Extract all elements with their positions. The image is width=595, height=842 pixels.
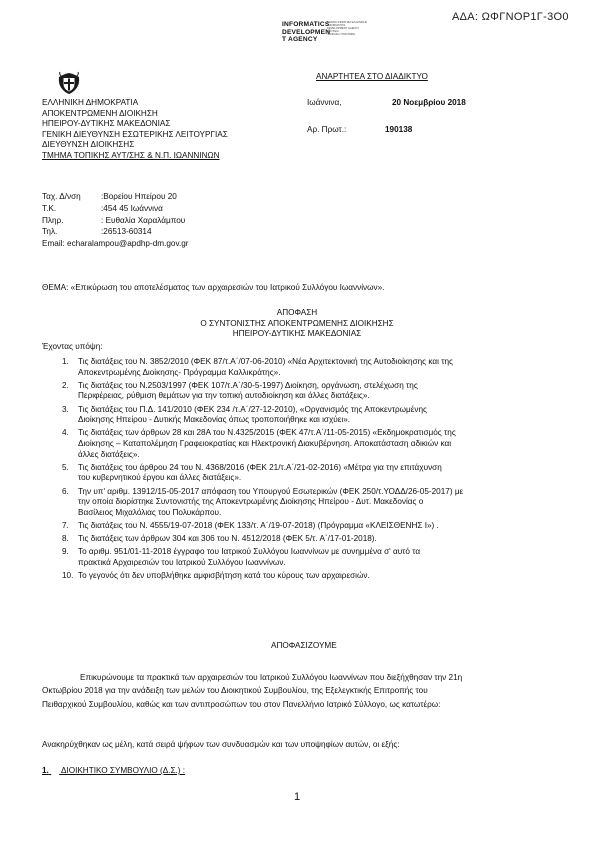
place-label: Ιωάννινα, [307,98,342,107]
section-heading [42,766,185,777]
body-line: Πειθαρχικού Συμβουλίου, καθώς και των αντιπροσώπων του στον Πανελλήνιο Ιατρικό Σύλλογο, ως κατωτέρω: [42,699,441,709]
ida-small-line: INFORMATICS [327,24,346,28]
contact-value: : Ευθαλία Χαραλάμπου [101,215,186,225]
section-number: 1. [42,766,49,775]
contact-row [42,227,189,239]
list-item: 2. Τις διατάξεις του Ν.2503/1997 (ΦΕΚ 107/τ.Α΄/30-5-1997) Διοίκηση, οργάνωση, στελέχωση της Περιφέρειας, ρύθμιση θεμάτων για την τοπική αυτοδιοίκηση και άλλες διατάξεις». [62,380,418,401]
coat-of-arms-icon [56,70,82,96]
body-line: Επικυρώνουμε τα πρακτικά των αρχαιρεσιών του Ιατρικού Συλλόγου Ιωαννίνων που διεξήχθησαν την 21η [80,673,463,682]
page-number: 1 [294,791,301,803]
contact-value: :454 45 Ιωάννινα [101,203,163,213]
decision-title: ΑΠΟΦΑΣΗ [276,308,318,317]
org-line: ΔΙΕΥΘΥΝΣΗ ΔΙΟΙΚΗΣΗΣ [42,140,135,149]
list-item: 3. Τις διατάξεις του Π.Δ. 141/2010 (ΦΕΚ 234 /τ.Α΄/27-12-2010), «Οργανισμός της Αποκεντρωμένης Διοίκησης Ηπείρου - Δυτικής Μακεδονίας όπως τροποποιήθηκε και ισχύει». [62,404,427,425]
list-item: 1. Τις διατάξεις του Ν. 3852/2010 (ΦΕΚ 87/τ.Α΄/07-06-2010) «Νέα Αρχιτεκτονική της Αυτοδιοίκησης και της Αποκεντρωμένης Διοίκησης- Πρόγραμμα Καλλικράτης». [62,357,453,377]
contact-block [42,192,189,250]
list-item: 6. Την υπ' αριθμ. 13912/15-05-2017 απόφαση του Υπουργού Εσωτερικών (ΦΕΚ 250/τ.ΥΟΔΔ/26-05-2017) με την οποία διορίστηκε Συντονιστής της Αποκεντρωμένης Διοίκησης Ηπείρου - Δυτ. Μακεδονίας ο Βασίλειος Μιχαλόλιας του Πολυκάρπου. [62,486,464,517]
department-line: ΤΜΗΜΑ ΤΟΠΙΚΗΣ ΑΥΤ/ΣΗΣ & Ν.Π. ΙΩΑΝΝΙΝΩΝ [42,150,220,160]
ida-brand-line: DEVELOPMEN [282,28,331,36]
list-item: 5. Τις διατάξεις του άρθρου 24 του Ν. 4368/2016 (ΦΕΚ 21/τ.Α΄/21-02-2016) «Μέτρα για την επιτάχυνση του κυβερνητικού έργου και άλλες διατάξεις». [62,462,442,483]
ida-small-line: ΕΘΝΙΚΗ ΣΦΡΑΓΙΔΑ ΕΛΛΗΝΙΚΗΣ [327,21,368,24]
considerations-list [55,357,525,582]
contact-label: Ταχ. Δ/νση [42,192,81,201]
list-item: 9. Το αριθμ. 951/01-11-2018 έγγραφο του Ιατρικού Συλλόγου Ιωαννίνων με συνημμένα σ' αυτό τα πρακτικά Αρχαιρεσιών του Ιατρικού Συλλόγου Ιωαννίνων. [62,547,421,567]
org-line: ΓΕΝΙΚΗ ΔΙΕΥΘΥΝΣΗ ΕΣΩΤΕΡΙΚΗΣ ΛΕΙΤΟΥΡΓΙΑΣ [42,129,228,139]
ida-small-line: ΨΗΦΙΑΚΗ ΥΠΟΓΡΑΦΗ [327,33,355,37]
ada-code: ΑΔΑ: ΩΦΓΝΟΡ1Γ-3Ο0 [452,11,569,23]
posted-online-label: ΑΝΑΡΤΗΤΕΑ ΣΤΟ ΔΙΑΔΙΚΤΥΟ [316,72,428,81]
contact-value: :Βορείου Ηπείρου 20 [101,192,177,201]
ida-brand-line: T AGENCY [282,36,318,44]
section-title: ΔΙΟΙΚΗΤΙΚΟ ΣΥΜΒΟΥΛΙΟ (Δ.Σ.) : [60,766,186,775]
contact-label: Πληρ. [42,215,64,225]
organization-block [42,98,228,161]
body-line: Οκτωβρίου 2018 για την ανάδειξη των μελών του Διοικητικού Συμβουλίου, της Εξελεγκτικής Επιτροπής του [42,686,428,696]
email-line: Email: echaralampou@apdhp-dm.gov.gr [42,239,189,249]
decision-authority-region: ΗΠΕΙΡΟΥ-ΔΥΤΙΚΗΣ ΜΑΚΕΔΟΝΙΑΣ [232,329,362,338]
elected-line: Ανακηρύχθηκαν ως μέλη, κατά σειρά ψήφων των συνδυασμών και των υποψηφίων αυτών, οι εξής: [42,740,400,749]
ida-brand-line: INFORMATICS [282,21,330,28]
protocol-label: Αρ. Πρωτ.: [307,125,347,134]
contact-row [42,216,189,228]
document-date: 20 Νοεμβρίου 2018 [392,98,466,107]
having-regard-label: Έχοντας υπόψη: [42,342,103,351]
body-paragraph [42,671,552,711]
decide-heading: ΑΠΟΦΑΣΙΖΟΥΜΕ [271,641,337,650]
list-item: 7. Τις διατάξεις του Ν. 4555/19-07-2018 (ΦΕΚ 133/τ. Α΄/19-07-2018) (Πρόγραμμα «ΚΛΕΙΣΘΕΝΗΣ Ι») . [62,520,439,530]
contact-row [42,192,189,204]
ida-logo-small-text [327,21,367,36]
ida-small-line: DEVELOPMENT AGENCY [327,27,360,31]
decision-authority: Ο ΣΥΝΤΟΝΙΣΤΗΣ ΑΠΟΚΕΝΤΡΩΜΕΝΗΣ ΔΙΟΙΚΗΣΗΣ [200,318,394,328]
contact-row [42,204,189,216]
org-line: ΑΠΟΚΕΝΤΡΩΜΕΝΗ ΔΙΟΙΚΗΣΗ [42,108,158,118]
list-item: 8. Τις διατάξεις των άρθρων 304 και 306 του Ν. 4512/2018 (ΦΕΚ 5/τ. Α΄/17-01-2018). [62,534,377,544]
org-line: ΗΠΕΙΡΟΥ-ΔΥΤΙΚΗΣ ΜΑΚΕΔΟΝΙΑΣ [42,119,171,128]
ida-small-line: ΔΙΑΥΓΕΙΑ [327,30,339,34]
contact-label: Τ.Κ. [42,203,57,213]
contact-label: Τηλ. [42,227,58,237]
list-item: 4. Τις διατάξεις των άρθρων 28 και 28Α του Ν.4325/2015 (ΦΕΚ 47/τ.Α΄/11-05-2015) «Εκδημοκρατισμός της Διοίκησης – Καταπολέμηση Γραφειοκρατίας και Ηλεκτρονική Διακυβέρνηση. Αποκατάσταση αδικιών και άλλες διατάξεις». [62,428,456,459]
list-item: 10. Το γεγονός ότι δεν υποβλήθηκε αμφισβήτηση κατά του κύρους των αρχαιρεσιών. [62,571,370,581]
org-line: ΕΛΛΗΝΙΚΗ ΔΗΜΟΚΡΑΤΙΑ [42,98,139,107]
subject-line: ΘΕΜΑ: «Επικύρωση του αποτελέσματος των αρχαιρεσιών του Ιατρικού Συλλόγου Ιωαννίνων». [42,283,385,292]
contact-value: :26513-60314 [101,227,152,237]
protocol-number: 190138 [385,125,413,134]
ida-logo [282,21,330,44]
